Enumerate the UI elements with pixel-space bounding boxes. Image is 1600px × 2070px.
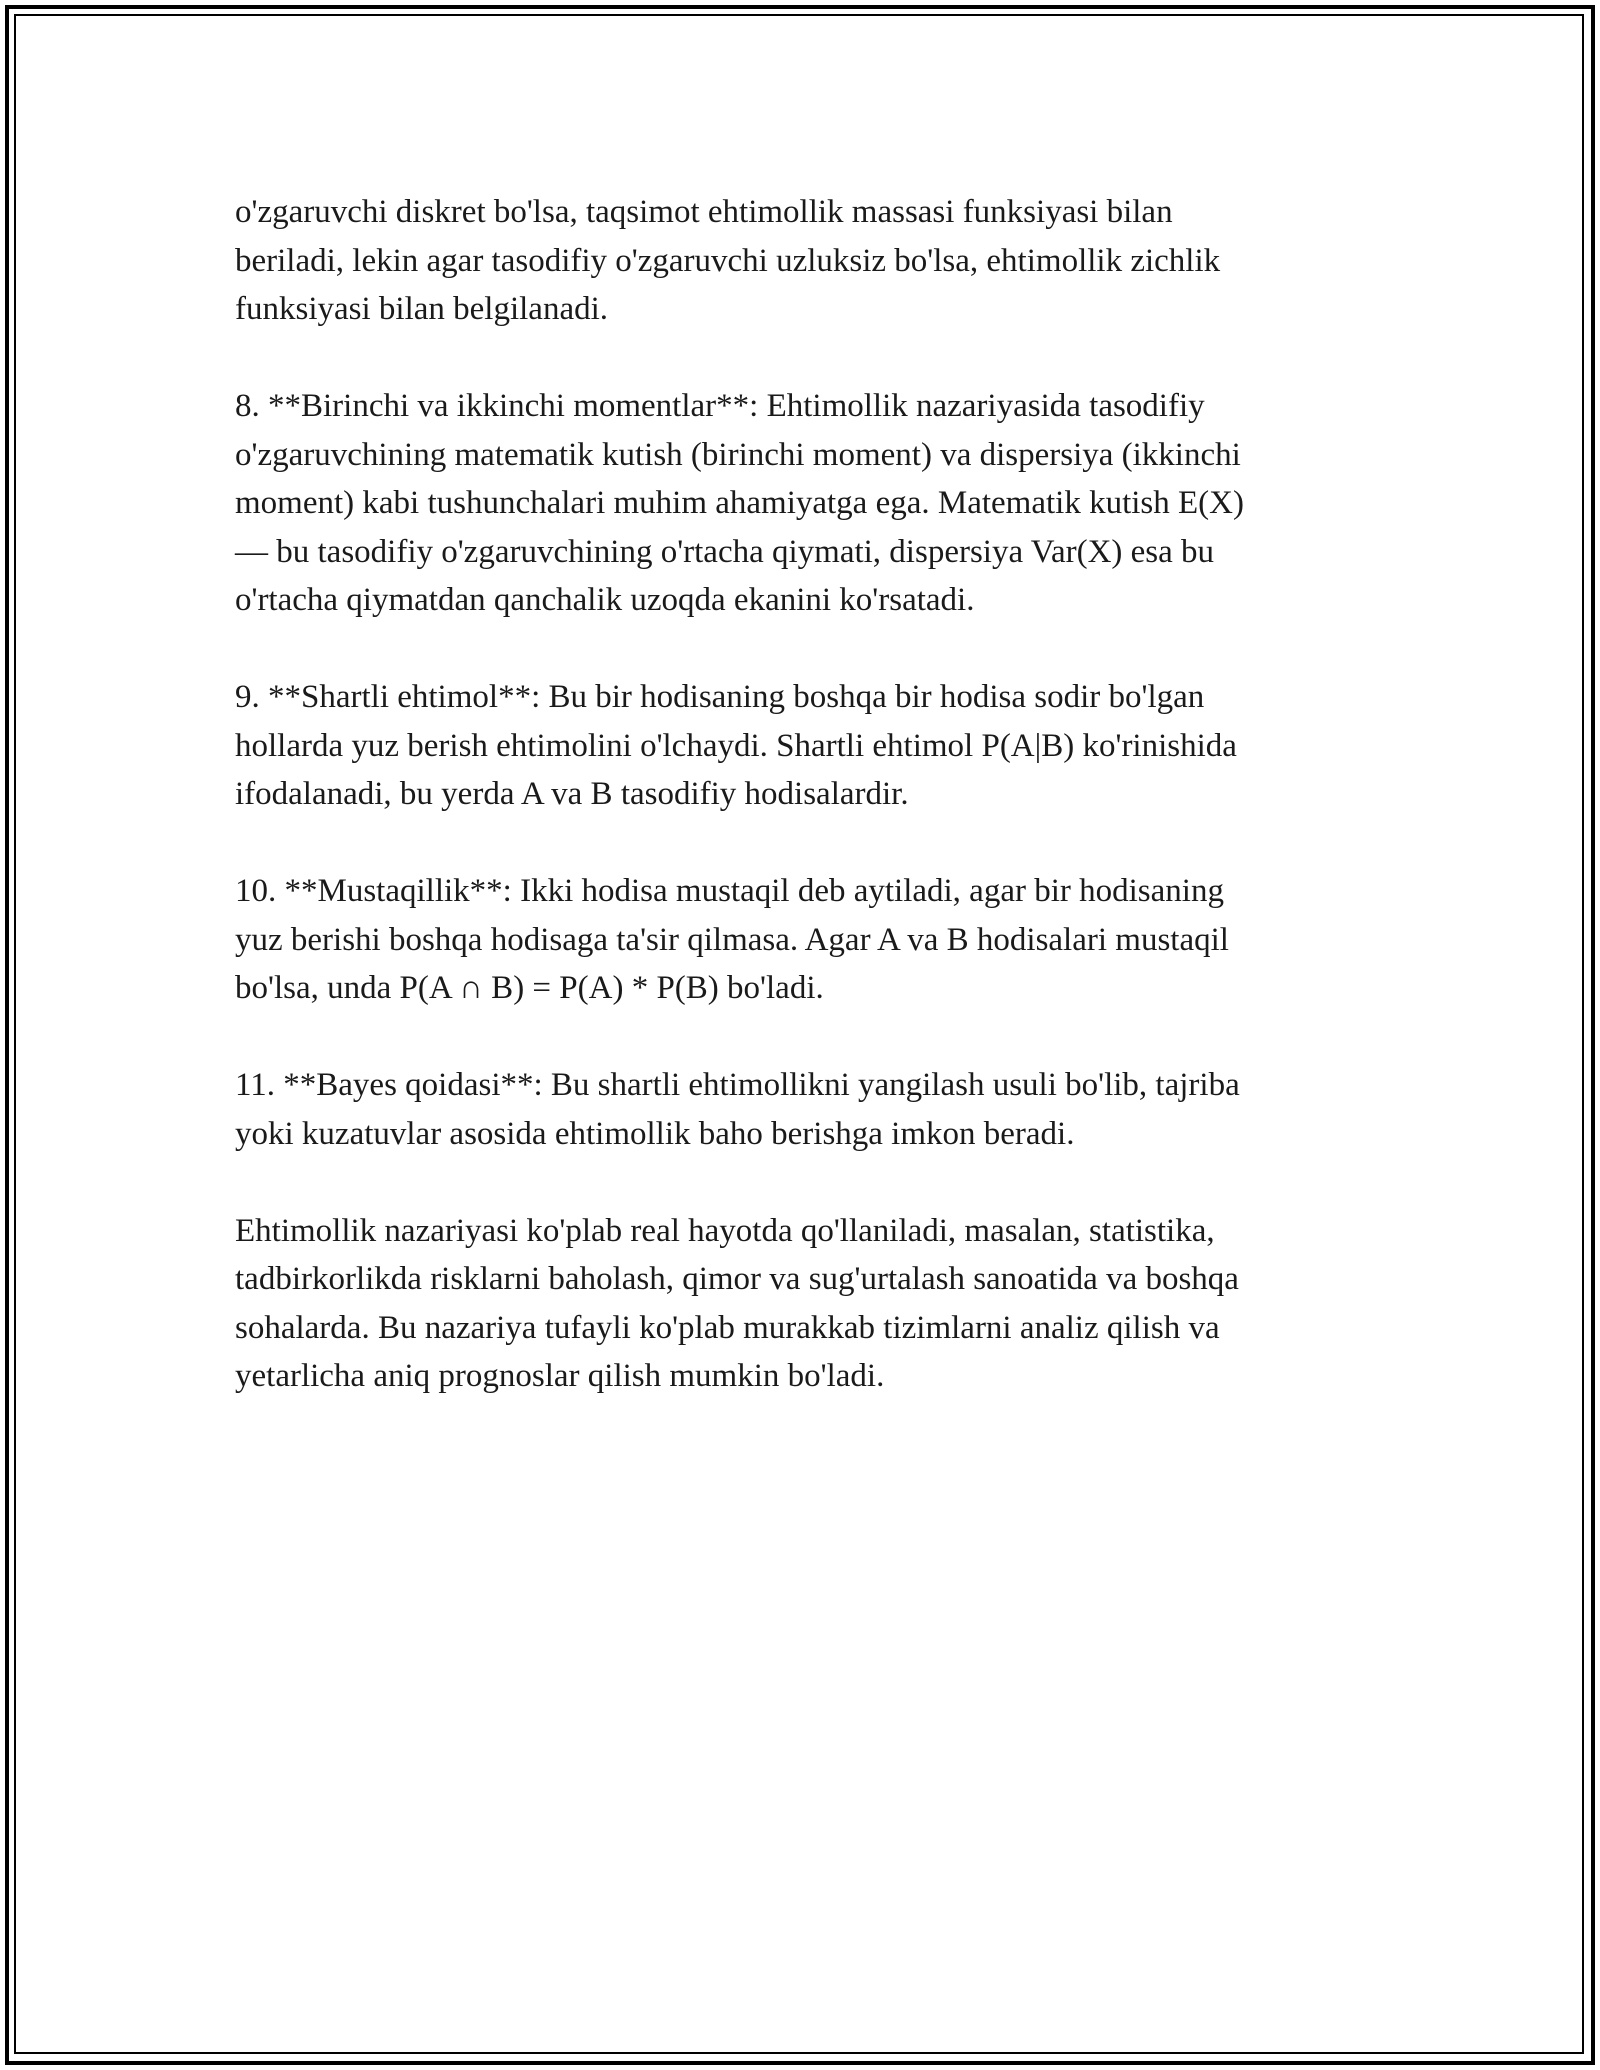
text-line: yoki kuzatuvlar asosida ehtimollik baho berishga imkon beradi. <box>235 1115 1075 1152</box>
paragraph-item-8-moments <box>235 382 1395 625</box>
text-line: Ehtimollik nazariyasi ko'plab real hayotda qo'llaniladi, masalan, statistika, <box>235 1212 1215 1249</box>
paragraph-distribution-continued <box>235 188 1395 334</box>
text-line: yetarlicha aniq prognoslar qilish mumkin bo'ladi. <box>235 1358 885 1394</box>
text-line: o'zgaruvchining matematik kutish (birinchi moment) va dispersiya (ikkinchi <box>235 436 1241 473</box>
text-line: hollarda yuz berish ehtimolini o'lchaydi. Shartli ehtimol P(A|B) ko'rinishida <box>235 727 1237 764</box>
text-line: 8. **Birinchi va ikkinchi momentlar**: Ehtimollik nazariyasida tasodifiy <box>235 388 1205 424</box>
text-line: beriladi, lekin agar tasodifiy o'zgaruvchi uzluksiz bo'lsa, ehtimollik zichlik <box>235 242 1221 279</box>
document-body <box>235 188 1395 1449</box>
text-line: funksiyasi bilan belgilanadi. <box>235 291 609 327</box>
text-line: yuz berishi boshqa hodisaga ta'sir qilmasa. Agar A va B hodisalari mustaqil <box>235 921 1229 958</box>
paragraph-item-11-bayes <box>235 1061 1395 1158</box>
text-line: sohalarda. Bu nazariya tufayli ko'plab murakkab tizimlarni analiz qilish va <box>235 1309 1220 1346</box>
text-line: bo'lsa, unda P(A ∩ B) = P(A) * P(B) bo'ladi. <box>235 970 824 1006</box>
text-line: 11. **Bayes qoidasi**: Bu shartli ehtimollikni yangilash usuli bo'lib, tajriba <box>235 1067 1240 1103</box>
text-line: ifodalanadi, bu yerda A va B tasodifiy hodisalardir. <box>235 776 909 812</box>
text-line: 10. **Mustaqillik**: Ikki hodisa mustaqil deb aytiladi, agar bir hodisaning <box>235 873 1224 909</box>
text-line: 9. **Shartli ehtimol**: Bu bir hodisaning boshqa bir hodisa sodir bo'lgan <box>235 679 1205 715</box>
text-line: moment) kabi tushunchalari muhim ahamiyatga ega. Matematik kutish E(X) <box>235 485 1244 521</box>
text-line: o'zgaruvchi diskret bo'lsa, taqsimot ehtimollik massasi funksiyasi bilan <box>235 194 1173 230</box>
paragraph-item-10-independence <box>235 867 1395 1013</box>
text-line: tadbirkorlikda risklarni baholash, qimor va sug'urtalash sanoatida va boshqa <box>235 1261 1239 1297</box>
text-line: o'rtacha qiymatdan qanchalik uzoqda ekanini ko'rsatadi. <box>235 582 975 618</box>
paragraph-item-9-conditional <box>235 673 1395 819</box>
text-line: — bu tasodifiy o'zgaruvchining o'rtacha qiymati, dispersiya Var(X) esa bu <box>235 533 1215 570</box>
paragraph-conclusion <box>235 1207 1395 1401</box>
